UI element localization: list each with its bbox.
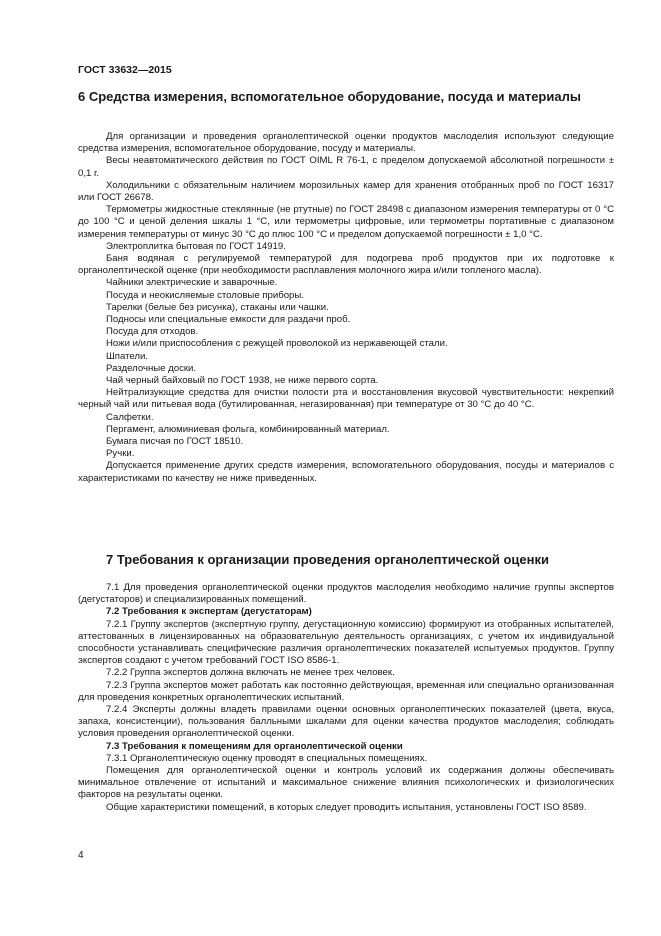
section-7-body [78,582,614,814]
paragraph-7-3-1: 7.3.1 Органолептическую оценку проводят в специальных помещениях. [106,752,428,764]
page-number: 4 [78,850,84,861]
paragraph: Тарелки (белые без рисунка), стаканы или чашки. [106,301,329,313]
paragraph: Ножи и/или приспособления с режущей проволокой из нержавеющей стали. [106,338,448,350]
paragraph: Для организации и проведения органолептической оценки продуктов маслоделия используют следующие средства измерения, вспомогательное оборудование, посуду и материалы. [78,131,614,155]
paragraph-7-2-2: 7.2.2 Группа экспертов должна включать не менее трех человек. [106,667,395,679]
paragraph-7-3-1-c: Общие характеристики помещений, в которых следует проводить испытания, установлены ГОСТ ISO 8589. [106,801,587,813]
paragraph: Посуда и неокисляемые столовые приборы. [106,289,304,301]
paragraph-7-1: 7.1 Для проведения органолептической оценки продуктов маслоделия необходимо наличие группы экспертов (дегустаторов) и специализированных помещений. [78,582,614,606]
paragraph: Чайники электрические и заварочные. [106,277,278,289]
document-code: ГОСТ 33632—2015 [78,64,172,76]
paragraph: Холодильники с обязательным наличием морозильных камер для хранения отобранных проб по ГОСТ 16317 или ГОСТ 26678. [78,179,614,204]
paragraph: Разделочные доски. [106,362,197,374]
paragraph: Баня водяная с регулируемой температурой для подогрева проб продуктов при их подготовке к органолептической оценке (при необходимости расплавления молочного жира и/или топленого масла). [78,253,614,277]
paragraph: Нейтрализующие средства для очистки полости рта и восстановления вкусовой чувствительности: некрепкий черный чай или питьевая вода (бутилированная, негазированная) при температуре от 30 °C до 40 °C. [78,387,614,411]
paragraph: Ручки. [106,448,135,460]
paragraph: Термометры жидкостные стеклянные (не ртутные) по ГОСТ 28498 с диапазоном измерения температуры от 0 °C до 100 °C и ценой деления шкалы 1 °C, или термометры цифровые, или термометры портативные с диапазоном измерения температуры от минус 30 °C до плюс 100 °C и пределом допускаемой погрешности ± 1,0 °C. [78,204,614,240]
paragraph: Салфетки. [106,411,154,423]
paragraph: Посуда для отходов. [106,326,199,338]
section-6-heading: 6 Средства измерения, вспомогательное оборудование, посуда и материалы [78,89,581,104]
paragraph: Допускается применение других средств измерения, вспомогательного оборудования, посуды и материалов с характеристиками по качеству не ниже приведенных. [78,460,614,484]
subheading-7-3: 7.3 Требования к помещениям для органолептической оценки [106,740,403,752]
paragraph-7-3-1-b: Помещения для органолептической оценки и контроль условий их содержания должны обеспечивать минимальное отвлечение от испытаний и максимальное снижение влияния психологических и физиологических факторов на результаты оценки. [78,765,614,801]
paragraph: Электроплитка бытовая по ГОСТ 14919. [106,240,286,252]
paragraph: Пергамент, алюминиевая фольга, комбинированный материал. [106,423,390,435]
paragraph-7-2-1: 7.2.1 Группу экспертов (экспертную группу, дегустационную комиссию) формируют из отобранных испытателей, аттестованных в лицензированных на образовательную деятельность организациях, с учетом их индивидуальной способности устанавливать специфические различия органолептических показателей испытуемых продуктов. Группу экспертов создают с учетом требований ГОСТ ISO 8586-1. [78,618,614,667]
section-6-body [78,131,614,485]
paragraph: Шпатели. [106,350,149,362]
paragraph-7-2-3: 7.2.3 Группа экспертов может работать как постоянно действующая, временная или специально организованная для проведения конкретных органолептических испытаний. [78,679,614,703]
subheading-7-2: 7.2 Требования к экспертам (дегустаторам) [106,606,312,618]
paragraph: Чай черный байховый по ГОСТ 1938, не ниже первого сорта. [106,375,379,387]
paragraph: Подносы или специальные емкости для раздачи проб. [106,314,351,326]
section-7-heading: 7 Требования к организации проведения органолептической оценки [106,552,550,567]
paragraph-7-2-4: 7.2.4 Эксперты должны владеть правилами оценки основных органолептических показателей (цвета, вкуса, запаха, консистенции), пользования балльными шкалами для оценки качества продуктов маслоделия; соблюдать условия проведения органолептической оценки. [78,704,614,740]
paragraph: Весы неавтоматического действия по ГОСТ OIML R 76-1, с пределом допускаемой абсолютной погрешности ± 0,1 г. [78,155,614,179]
paragraph: Бумага писчая по ГОСТ 18510. [106,436,244,448]
